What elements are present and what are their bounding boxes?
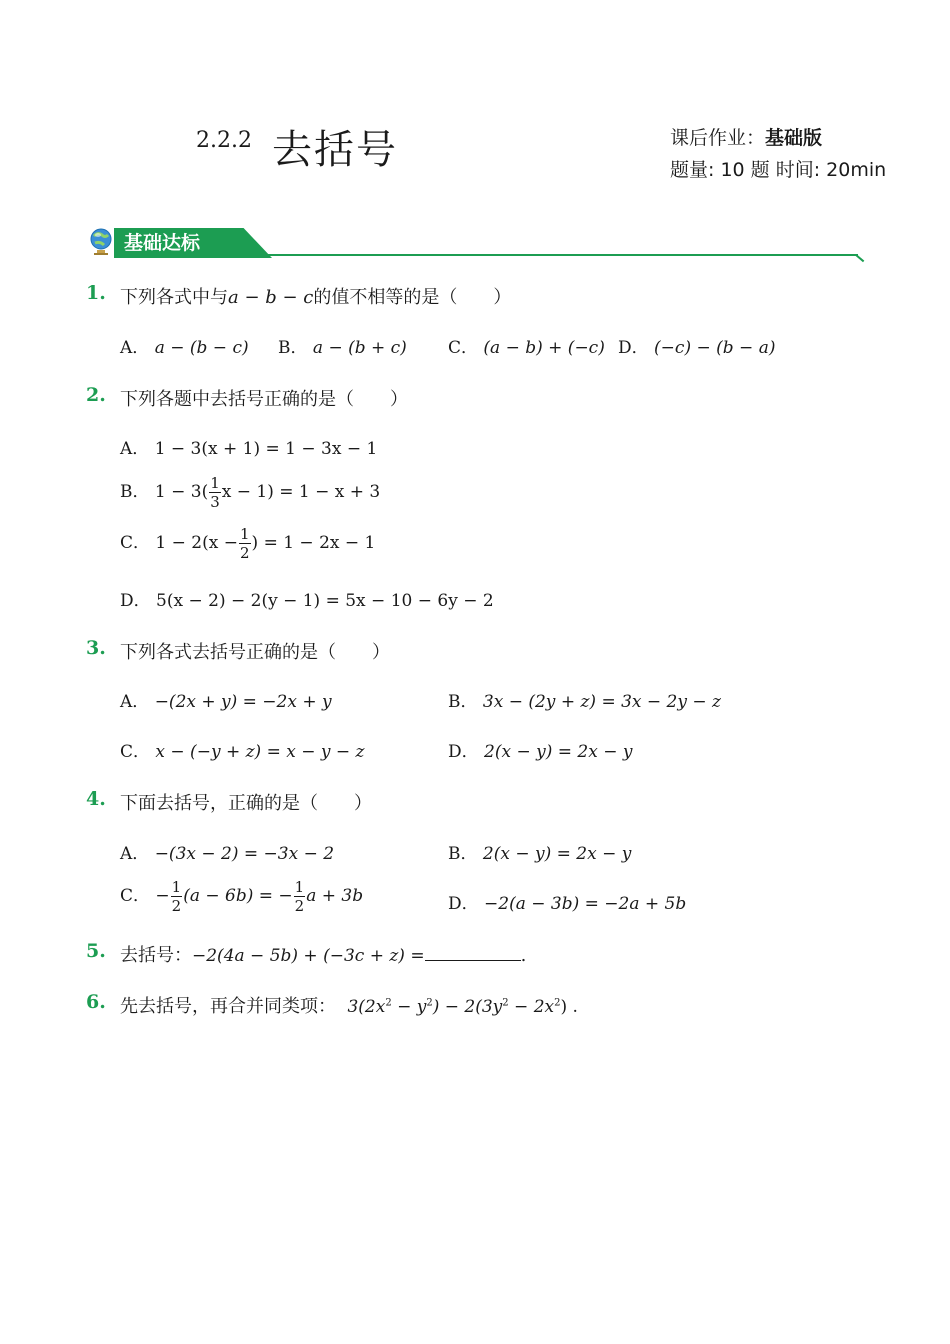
question-stem	[120, 941, 526, 967]
option-label: A．	[120, 692, 150, 712]
option-b[interactable]	[278, 333, 407, 358]
stem-expression: a − b − c	[228, 287, 314, 308]
answer-blank[interactable]	[425, 959, 521, 961]
stem-text: 下列各式中与	[120, 287, 228, 308]
exponent: 2	[554, 997, 561, 1009]
option-b[interactable]	[120, 474, 380, 511]
option-label: A．	[120, 338, 150, 358]
option-label: B．	[448, 692, 478, 712]
option-expression: a + 3b	[306, 886, 364, 906]
banner-label: 基础达标	[124, 232, 201, 254]
option-label: D．	[448, 894, 479, 914]
fraction-denominator: 3	[210, 493, 220, 511]
time-limit: 时间: 20min	[775, 159, 887, 181]
option-d[interactable]	[618, 333, 775, 358]
option-a[interactable]	[120, 839, 334, 864]
question-stem: 下列各式去括号正确的是（ ）	[120, 642, 390, 663]
option-expression: x − 1) = 1 − x + 3	[221, 482, 381, 502]
stem-text: 去括号：	[120, 945, 192, 966]
option-expression: 5(x − 2) − 2(y − 1) = 5x − 10 − 6y − 2	[156, 591, 494, 611]
fraction-denominator: 2	[171, 897, 182, 915]
expr-part: − y	[391, 997, 427, 1017]
exponent: 2	[426, 997, 433, 1009]
fraction	[239, 525, 251, 562]
option-expression: x − (−y + z) = x − y − z	[155, 742, 365, 762]
option-d[interactable]	[120, 586, 494, 611]
option-label: B．	[120, 482, 150, 502]
question-number: 4.	[86, 788, 106, 810]
option-expression: 1 − 3(x + 1) = 1 − 3x − 1	[154, 439, 378, 459]
stem-text: 的值不相等的是（ ）	[313, 287, 512, 308]
stem-expression: −2(4a − 5b) + (−3c + z) =	[192, 946, 425, 966]
option-a[interactable]	[120, 687, 332, 712]
fraction	[209, 474, 221, 511]
option-d[interactable]	[448, 889, 686, 914]
option-expression: −(2x + y) = −2x + y	[154, 692, 332, 712]
stem-text: 先去括号，再合并同类项：	[120, 996, 336, 1017]
fraction-numerator: 1	[210, 474, 220, 492]
banner-divider-tip	[855, 254, 864, 262]
homework-level: 基础版	[765, 127, 823, 149]
expr-part: ) .	[560, 997, 578, 1017]
fraction	[294, 878, 306, 915]
section-banner	[86, 226, 866, 268]
option-a[interactable]	[120, 434, 377, 459]
banner-divider	[254, 254, 858, 256]
question-number: 5.	[86, 940, 106, 962]
option-expression: −	[155, 886, 170, 906]
option-c[interactable]	[120, 737, 365, 762]
option-expression: (a − b) + (−c)	[483, 338, 605, 358]
option-b[interactable]	[448, 687, 721, 712]
fraction-numerator: 1	[239, 525, 250, 543]
expr-part: − 2x	[508, 997, 555, 1017]
option-label: C．	[120, 886, 151, 906]
option-label: C．	[448, 338, 479, 358]
exponent: 2	[385, 997, 392, 1009]
option-expression: 3x − (2y + z) = 3x − 2y − z	[482, 692, 721, 712]
option-d[interactable]	[448, 737, 632, 762]
homework-info	[670, 122, 822, 154]
stem-text: .	[520, 945, 527, 966]
option-expression: 1 − 2(x −	[155, 533, 238, 553]
globe-icon	[88, 226, 114, 256]
option-expression: 2(x − y) = 2x − y	[484, 742, 633, 762]
expr-part: 3(2x	[347, 997, 386, 1017]
fraction	[171, 878, 183, 915]
option-expression: ) = 1 − 2x − 1	[251, 533, 376, 553]
stem-expression	[347, 997, 578, 1017]
question-stem: 下列各题中去括号正确的是（ ）	[120, 389, 408, 410]
question-count: 题量: 10 题	[670, 159, 770, 181]
question-stem	[120, 992, 578, 1018]
option-b[interactable]	[448, 839, 631, 864]
option-expression: (−c) − (b − a)	[654, 338, 776, 358]
option-label: B．	[278, 338, 308, 358]
section-number: 2.2.2	[196, 128, 252, 153]
option-expression: a − (b − c)	[154, 338, 249, 358]
question-stem: 下面去括号，正确的是（ ）	[120, 793, 372, 814]
option-expression: a − (b + c)	[312, 338, 407, 358]
option-expression: 2(x − y) = 2x − y	[482, 844, 632, 864]
question-number: 3.	[86, 637, 106, 659]
option-expression: (a − 6b) = −	[183, 886, 293, 906]
fraction-numerator: 1	[294, 878, 305, 896]
option-label: D．	[618, 338, 649, 358]
option-label: B．	[448, 844, 478, 864]
quiz-stats	[670, 154, 886, 186]
fraction-denominator: 2	[294, 897, 305, 915]
option-expression: 1 − 3(	[154, 482, 209, 502]
expr-part: ) − 2(3y	[432, 997, 503, 1017]
page-title: 去括号	[272, 127, 398, 173]
question-number: 6.	[86, 991, 106, 1013]
homework-label: 课后作业：	[670, 127, 766, 149]
option-expression: −(3x − 2) = −3x − 2	[154, 844, 335, 864]
question-stem	[120, 283, 511, 309]
option-label: D．	[448, 742, 479, 762]
fraction-denominator: 2	[239, 544, 250, 562]
option-c[interactable]	[120, 525, 375, 562]
option-label: C．	[120, 533, 151, 553]
fraction-numerator: 1	[171, 878, 182, 896]
question-number: 2.	[86, 384, 106, 406]
option-c[interactable]	[120, 878, 363, 915]
option-label: D．	[120, 591, 151, 611]
question-number: 1.	[86, 282, 106, 304]
option-label: C．	[120, 742, 151, 762]
option-label: A．	[120, 439, 150, 459]
option-expression: −2(a − 3b) = −2a + 5b	[484, 894, 687, 914]
option-a[interactable]	[120, 333, 249, 358]
option-label: A．	[120, 844, 150, 864]
option-c[interactable]	[448, 333, 605, 358]
exponent: 2	[502, 997, 509, 1009]
